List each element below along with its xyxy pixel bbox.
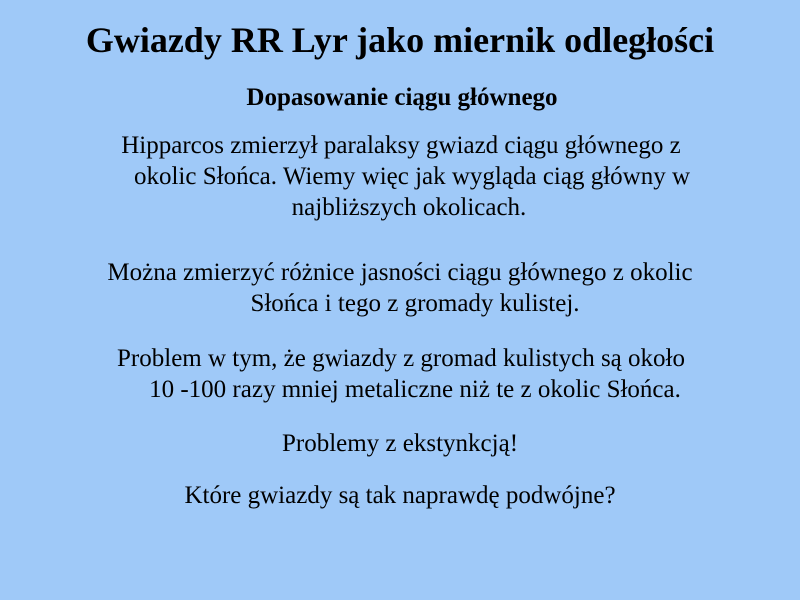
- paragraph-brightness-difference: [0, 257, 800, 319]
- paragraph-line: 10 -100 razy mniej metaliczne niż te z okolic Słońca.: [149, 376, 681, 403]
- paragraph-line: Słońca i tego z gromady kulistej.: [250, 290, 580, 317]
- paragraph-hipparcos: [0, 130, 800, 223]
- paragraph-line: Problemy z ekstynkcją!: [281, 430, 519, 457]
- paragraph-binaries: [0, 480, 800, 511]
- paragraph-extinction: [0, 428, 800, 459]
- paragraph-line: Można zmierzyć różnice jasności ciągu głównego z okolic: [107, 259, 693, 286]
- paragraph-line: okolic Słońca. Wiemy więc jak wygląda ciąg główny w: [133, 163, 691, 190]
- paragraph-line: najbliższych okolicach.: [291, 194, 527, 221]
- slide-subtitle: Dopasowanie ciągu głównego: [246, 84, 558, 111]
- paragraph-metallicity: [0, 343, 800, 405]
- paragraph-line: Hipparcos zmierzył paralaksy gwiazd ciągu głównego z: [121, 132, 681, 159]
- paragraph-line: Problem w tym, że gwiazdy z gromad kulistych są około: [117, 345, 685, 372]
- slide-title: Gwiazdy RR Lyr jako miernik odległości: [85, 20, 715, 60]
- paragraph-line: Które gwiazdy są tak naprawdę podwójne?: [184, 482, 616, 509]
